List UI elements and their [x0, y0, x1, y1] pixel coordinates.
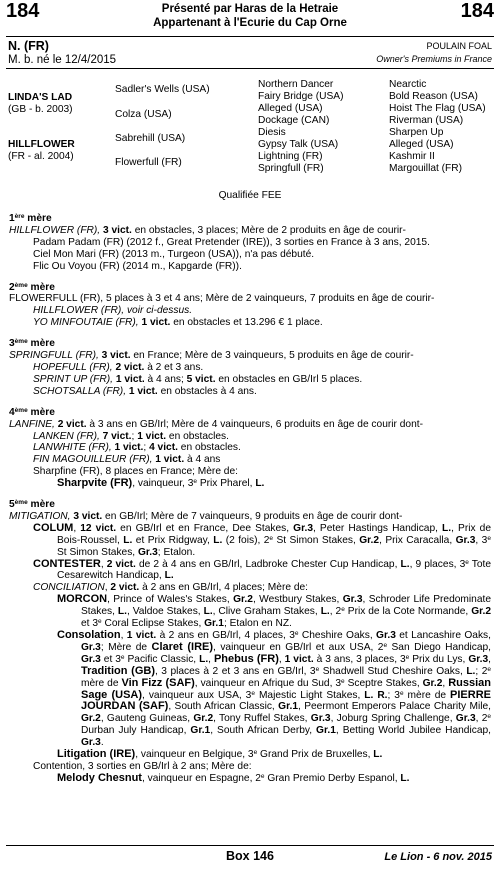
text-run: ,	[73, 522, 81, 534]
text-run: e	[269, 534, 274, 542]
text-run: , Westbury Stakes,	[252, 594, 343, 606]
text-run: e	[487, 534, 491, 542]
text-run: , Tony Ruffel Stakes,	[213, 713, 311, 725]
produce-hopefull: HOPEFULL (FR), 2 vict. à 2 et 3 ans.	[33, 361, 204, 373]
text-run: , Peter Hastings Handicap,	[313, 522, 443, 534]
text-run: 1 vict.	[284, 653, 314, 665]
text-run: ; 2	[475, 665, 488, 677]
box-number: Box 146	[226, 849, 274, 863]
text-run: L.	[203, 606, 213, 618]
text-run: Gr.2	[471, 606, 492, 618]
text-run: , Gauteng Guineas,	[100, 713, 194, 725]
text-run: ,	[278, 653, 285, 665]
ped-gen2-4: Flowerfull (FR)	[115, 157, 182, 168]
text-run: Claret (IRE)	[151, 640, 214, 653]
text-run: Gr.1	[316, 725, 336, 737]
text-run: L.	[442, 522, 452, 534]
ped-gen3-column	[258, 79, 343, 175]
produce-colum	[9, 523, 491, 559]
text-run: e	[294, 630, 299, 637]
horse-description: M. b. né le 12/4/2015	[8, 54, 117, 66]
dam-info: (FR - al. 2004)	[8, 151, 74, 162]
text-run: Majestic Light Stakes,	[254, 689, 365, 701]
text-run: Gr.3	[455, 713, 476, 725]
ped-gen4-6: Alleged (USA)	[389, 139, 454, 150]
text-run: L.	[400, 772, 410, 784]
qualification: Qualifiée FEE	[218, 190, 282, 201]
text-run: , Prix Caracalla,	[379, 534, 456, 546]
dam-name: HILLFLOWER	[8, 139, 75, 150]
text-run: L.	[199, 653, 209, 665]
text-run: Durban July Handicap,	[81, 725, 191, 737]
text-run: L.	[164, 570, 174, 582]
produce-fin-magouilleur: FIN MAGOUILLEUR (FR), 1 vict. à 4 ans	[33, 454, 221, 466]
produce-sharpfine: Sharpfine (FR), 8 places en France; Mère de:	[33, 466, 238, 478]
text-run: mère de	[403, 689, 451, 701]
text-run: Gr.2	[422, 677, 443, 689]
text-run: Gr.3	[81, 653, 101, 665]
text-run: Prix de la Cote Normande,	[344, 606, 472, 618]
ped-gen4-8: Margouillat (FR)	[389, 163, 463, 174]
text-run: , Betting World Jubilee Handicap,	[335, 725, 491, 737]
text-run: e	[260, 772, 265, 780]
text-run: .	[100, 737, 104, 749]
produce-consolation	[9, 630, 491, 749]
ped-gen4-7: Kashmir II	[389, 151, 435, 162]
sale-venue-date: Le Lion - 6 nov. 2015	[384, 851, 492, 863]
text-run: e	[98, 618, 102, 626]
text-run: ; Mère de	[100, 641, 152, 653]
consignor-block	[0, 2, 500, 30]
produce-hillflower: HILLFLOWER (FR), voir ci-dessus.	[33, 305, 193, 317]
third-dam-entry: SPRINGFULL (FR), 3 vict. en France; Mère de 3 vainqueurs, 5 produits en âge de courir-	[9, 350, 414, 362]
produce-ciel-mon-mari: Ciel Mon Mari (FR) (2013 m., Turgeon (USA)), n'a pas débuté.	[33, 248, 315, 260]
produce-yo-minfoutaie: YO MINFOUTAIE (FR), 1 vict. en obstacles et 13.296 € 1 place.	[33, 317, 323, 329]
text-run: , vainqueur en GB/Irl et aux USA, 2	[213, 641, 384, 653]
text-run: , South African Classic,	[168, 701, 279, 713]
lot-number-right: 184	[460, 0, 494, 22]
text-run: ,	[104, 582, 111, 594]
produce-padam-padam: Padam Padam (FR) (2012 f., Great Pretender (IRE)), 3 sorties en France à 3 ans, 2015.	[33, 236, 430, 248]
text-run: Vin Fizz (SAF)	[121, 676, 195, 689]
text-run: ; Etalon en NZ.	[223, 618, 292, 630]
text-run: Gr.1	[204, 618, 224, 630]
text-run: à 2 ans en GB/Irl, 4 places; Mère de:	[139, 582, 309, 594]
text-run: , Peermont Emperors Palace Charity Mile,	[297, 701, 491, 713]
text-run: , Schroder Life Predominate Stakes,	[81, 594, 491, 618]
text-run: e	[405, 653, 410, 661]
produce-litigation	[9, 749, 491, 761]
text-run: ,	[442, 677, 449, 689]
ped-gen4-1: Nearctic	[389, 79, 427, 90]
section-third-dam: 3ème mère	[9, 338, 55, 350]
text-run: e	[315, 665, 320, 673]
text-run: , Prince of Wales's Stakes,	[107, 594, 234, 606]
pedigree-sire	[8, 92, 73, 116]
text-run: et 3	[81, 618, 98, 630]
text-run: R.	[377, 689, 388, 701]
text-run: ,	[120, 630, 127, 641]
text-run: e	[341, 677, 345, 685]
text-run: , South African Derby,	[210, 725, 317, 737]
text-run: Sceptre Stakes,	[344, 677, 423, 689]
text-run: à 2 ans en GB/Irl, 4 places, 3	[156, 630, 295, 641]
produce-sharpvite: Sharpvite (FR), vainqueur, 3e Prix Pharel, L.	[57, 477, 265, 490]
dam-line-body	[9, 213, 491, 785]
text-run: , 3 places à 2 et 3 ans en GB/Irl, 3	[154, 665, 316, 677]
text-run: Gr.1	[278, 701, 298, 713]
text-run: Gr.3	[455, 534, 476, 546]
text-run: CONCILIATION	[33, 582, 105, 594]
text-run: Litigation (IRE)	[57, 748, 136, 761]
text-run: e	[487, 713, 492, 721]
text-run: , vainqueur en Belgique, 3	[135, 749, 254, 761]
text-run: Gr.2	[81, 713, 101, 725]
ped-gen4-3: Hoist The Flag (USA)	[389, 103, 486, 114]
produce-lanken: LANKEN (FR), 7 vict.; 1 vict. en obstacles.	[33, 430, 229, 442]
text-run: ,	[208, 653, 214, 665]
text-run: Gr.3	[310, 713, 331, 725]
text-run: Pacific Classic,	[124, 653, 200, 665]
text-run: , Valdoe Stakes,	[126, 606, 204, 618]
text-run: mère de	[81, 677, 122, 689]
premiums-label: Owner's Premiums in France	[376, 54, 492, 64]
text-run: Gr.1	[190, 725, 211, 737]
text-run: Gr.3	[137, 546, 158, 558]
pedigree-dam	[8, 139, 75, 163]
text-run: Contention, 3 sorties en GB/Irl à 2 ans; Mère de:	[33, 760, 252, 772]
text-run: , vainqueur en Afrique du Sud, 3	[194, 677, 342, 689]
text-run: St Simon Stakes,	[57, 546, 138, 558]
text-run: ; 3	[387, 689, 400, 701]
text-run: à 3 ans, 3 places, 3	[313, 653, 406, 665]
text-run: Gr.3	[81, 641, 101, 653]
horse-name: N. (FR)	[8, 39, 49, 53]
text-run: , Clive Graham Stakes,	[212, 606, 321, 618]
text-run: L.	[123, 534, 133, 546]
text-run: L.	[400, 558, 410, 570]
text-run: Consolation	[57, 629, 121, 641]
section-first-dam: 1ère mère	[9, 213, 52, 224]
sire-info: (GB - b. 2003)	[8, 104, 73, 115]
text-run: et Prix Ridgway,	[132, 534, 214, 546]
produce-sprint-up: SPRINT UP (FR), 1 vict. à 4 ans; 5 vict. en obstacles en GB/Irl 5 places.	[33, 373, 363, 385]
header-rule	[6, 36, 494, 37]
produce-schotsalla: SCHOTSALLA (FR), 1 vict. en obstacles à 4 ans.	[33, 385, 257, 397]
ped-gen3-7: Lightning (FR)	[258, 151, 323, 162]
lot-number-left: 184	[6, 0, 40, 22]
text-run: St Simon Stakes,	[273, 534, 360, 546]
text-run: Gr.3	[342, 594, 363, 606]
text-run: e	[383, 641, 388, 649]
text-run: Coral Eclipse Stakes,	[101, 618, 205, 630]
ped-gen2-3: Sabrehill (USA)	[115, 133, 186, 144]
text-run: e	[253, 749, 258, 757]
sex-label: POULAIN FOAL	[426, 41, 492, 51]
ped-gen4-5: Sharpen Up	[389, 127, 444, 138]
text-run: Gr.3	[81, 737, 101, 749]
ped-gen3-4: Dockage (CAN)	[258, 115, 330, 126]
footer-rule	[6, 845, 494, 846]
second-dam-entry: FLOWERFULL (FR), 5 places à 3 et 4 ans; Mère de 2 vainqueurs, 7 produits en âge de courir-	[9, 293, 435, 305]
text-run: e	[120, 653, 125, 661]
ped-gen4-2: Bold Reason (USA)	[389, 91, 478, 102]
text-run: en GB/Irl et en France, Dee Stakes,	[116, 522, 294, 534]
text-run: , 9 places, 3	[409, 558, 466, 570]
text-run: L.	[373, 749, 383, 761]
produce-lanwhite: LANWHITE (FR), 1 vict.; 4 vict. en obstacles.	[33, 442, 241, 454]
text-run: , vainqueur en Espagne, 2	[141, 772, 261, 784]
text-run: , vainqueur aux USA, 3	[142, 689, 252, 701]
text-run: L.	[117, 606, 127, 618]
section-fifth-dam: 5ème mère	[9, 499, 55, 511]
text-run: Grand Prix de Bruxelles,	[257, 749, 374, 761]
text-run: Gr.2	[233, 594, 253, 606]
text-run: et Lancashire Oaks,	[395, 630, 491, 641]
text-run: L.	[364, 689, 374, 701]
produce-melody-chesnut	[9, 773, 491, 785]
section-second-dam: 2ème mère	[9, 281, 55, 293]
produce-flic-ou-voyou: Flic Ou Voyou (FR) (2014 m., Kapgarde (FR)).	[33, 260, 242, 272]
text-run: Gr.3	[293, 522, 313, 534]
text-run: 2 vict.	[110, 582, 140, 594]
text-run: de 2 à 4 ans en GB/Irl, Ladbroke Chester Cup Handicap,	[135, 558, 401, 570]
text-run: e	[341, 606, 345, 614]
text-run: L.	[213, 534, 223, 546]
produce-contester	[9, 559, 491, 583]
text-run: , Joburg Spring Challenge,	[330, 713, 456, 725]
text-run: Gr.3	[468, 653, 489, 665]
ped-gen3-2: Fairy Bridge (USA)	[258, 91, 344, 102]
text-run: Tradition (GB)	[81, 664, 155, 677]
text-run: e	[465, 558, 469, 566]
ped-gen4-column	[389, 79, 486, 175]
consignor-line-1: Présenté par Haras de la Hetraie	[161, 3, 339, 15]
text-run: ,	[100, 558, 107, 570]
fifth-dam-entry: MITIGATION, 3 vict. en GB/Irl; Mère de 7 vainqueurs, 9 produits en âge de courir dont-	[9, 510, 403, 522]
fourth-dam-entry: LANFINE, 2 vict. à 3 ans en GB/Irl; Mère de 4 vainqueurs, 6 produits en âge de courir dont-	[9, 418, 423, 430]
text-run: Melody Chesnut	[57, 771, 142, 784]
text-run: , 2	[475, 713, 488, 725]
section-fourth-dam: 4ème mère	[9, 406, 55, 418]
text-run: e	[251, 689, 255, 697]
text-run: Tote Cesarewitch Handicap,	[57, 558, 492, 582]
text-run: ,	[488, 653, 491, 665]
text-run: Cheshire Oaks,	[298, 630, 377, 641]
text-run: Gr.2	[359, 534, 380, 546]
text-run: et 3	[100, 653, 121, 665]
text-run: MORCON	[57, 593, 108, 606]
ped-gen4-4: Riverman (USA)	[389, 115, 464, 126]
text-run: Phebus (FR)	[213, 652, 279, 665]
produce-morcon	[9, 594, 491, 630]
first-dam-entry: HILLFLOWER (FR), 3 vict. en obstacles, 3 places; Mère de 2 produits en âge de courir-	[9, 224, 406, 236]
text-run: Prix du Lys,	[409, 653, 469, 665]
ped-gen3-5: Diesis	[258, 127, 286, 138]
text-run: Gr.3	[376, 630, 396, 641]
text-run: , Prix de Bois-Roussel,	[57, 522, 491, 546]
ped-gen2-1: Sadler's Wells (USA)	[115, 84, 210, 95]
text-run: 1 vict.	[126, 630, 157, 641]
text-run: Shadwell Stud Cheshire Oaks,	[319, 665, 467, 677]
ped-gen2-2: Colza (USA)	[115, 109, 172, 120]
ped-gen3-8: Springfull (FR)	[258, 163, 324, 174]
ped-gen3-1: Northern Dancer	[258, 79, 334, 90]
text-run: , 3	[475, 534, 488, 546]
text-run: e	[487, 665, 491, 673]
text-run: L.	[466, 665, 476, 677]
text-run: San Diego Handicap,	[387, 641, 491, 653]
text-run: CONTESTER	[33, 557, 101, 570]
text-run: , 2	[329, 606, 342, 618]
text-run: (2 fois), 2	[222, 534, 270, 546]
text-run: 12 vict.	[80, 522, 117, 534]
text-run: Gr.2	[193, 713, 214, 725]
ped-gen3-6: Gypsy Talk (USA)	[258, 139, 339, 150]
text-run: ; Etalon.	[157, 546, 196, 558]
text-run: COLUM	[33, 521, 74, 534]
text-run: PIERRE JOURDAN (SAF)	[81, 688, 491, 713]
consignor-line-2: Appartenant à l'Ecurie du Cap Orne	[153, 17, 347, 29]
text-run: L.	[320, 606, 330, 618]
pedigree-rule	[6, 68, 494, 69]
ped-gen3-3: Alleged (USA)	[258, 103, 323, 114]
sire-name: LINDA'S LAD	[8, 92, 73, 103]
text-run: Gran Premio Derby Espanol,	[264, 772, 401, 784]
text-run: 2 vict.	[106, 558, 136, 570]
text-run: e	[399, 689, 404, 697]
text-run: Russian Sage (USA)	[81, 676, 491, 701]
